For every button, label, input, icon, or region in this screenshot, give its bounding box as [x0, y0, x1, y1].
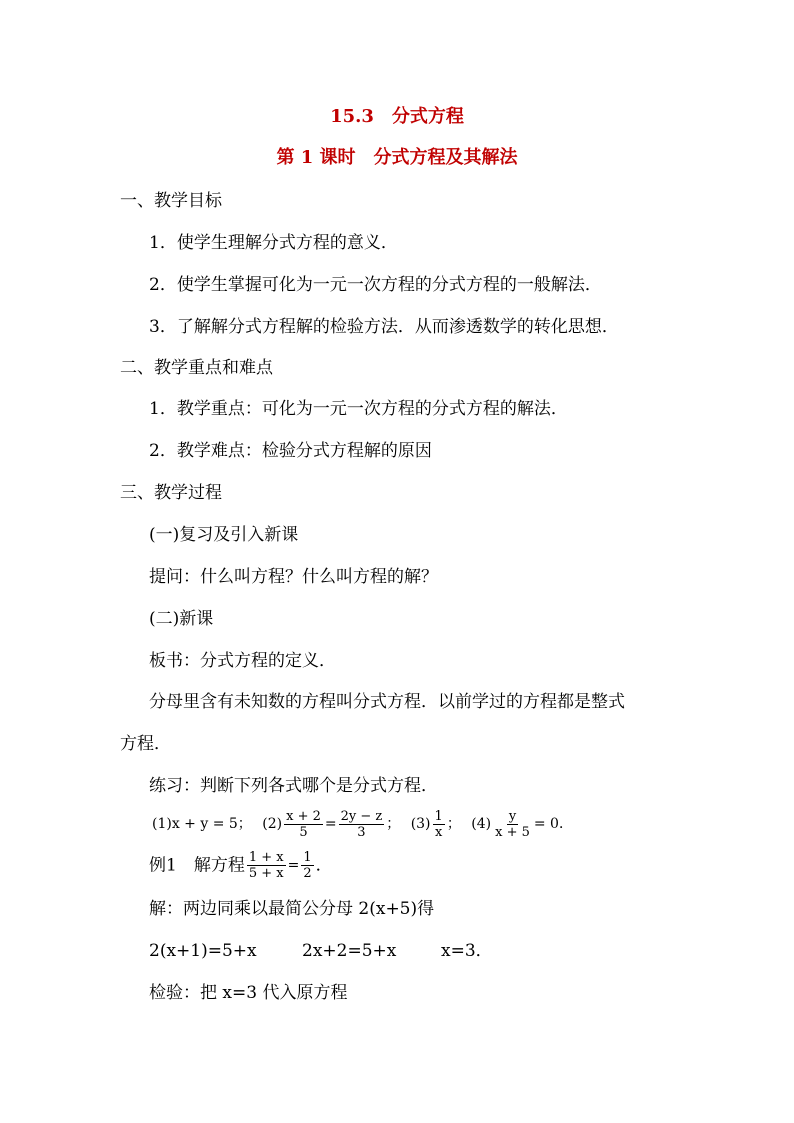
example-1-fraction-right: $\frac{1}{2}$ [303, 850, 312, 881]
definition-text-line2: 方程． [120, 734, 171, 754]
solution-intro: 解：两边同乘以最简公分母 2(x+5)得 [149, 899, 435, 919]
exercise-formulas: (1)x + y = 5； (2) $\frac{x + 2}{5}$ = $\frac{2y - z}{3}$ ； (3) $\frac{1}{x}$ ； (4) $\frac{y}{x + 5}$ = 0． [152, 808, 573, 840]
example-1-fraction-left: $\frac{1 + x}{5 + x}$ [248, 850, 284, 881]
solution-check: 检验：把 x=3 代入原方程 [149, 983, 348, 1003]
section-heading-key-points: 二、教学重点和难点 [120, 358, 273, 378]
section-heading-process: 三、教学过程 [120, 483, 222, 503]
exercise-4-fraction: $\frac{y}{x + 5}$ [495, 808, 530, 840]
page-subtitle: 第 1 课时 分式方程及其解法 [276, 147, 518, 168]
exercise-2-label: (2) [262, 816, 283, 832]
exercise-3-label: (3) [410, 816, 431, 832]
example-1: 例1 解方程 $\frac{1 + x}{5 + x}$ = $\frac{1}{2}$ ． [149, 850, 333, 881]
key-point-2: 2．教学难点：检验分式方程解的原因 [149, 441, 432, 461]
exercise-2-fraction-left: $\frac{x + 2}{5}$ [286, 808, 321, 840]
definition-text-line1: 分母里含有未知数的方程叫分式方程．以前学过的方程都是整式 [149, 692, 625, 712]
page-title: 15.3 分式方程 [330, 106, 464, 127]
exercise-3-fraction: $\frac{1}{x}$ [434, 808, 443, 840]
blackboard-definition: 板书：分式方程的定义． [149, 651, 336, 671]
objective-1: 1．使学生理解分式方程的意义． [149, 233, 398, 253]
key-point-1: 1．教学重点：可化为一元一次方程的分式方程的解法． [149, 399, 568, 419]
process-step-new-lesson: (二)新课 [149, 609, 214, 629]
objective-2: 2．使学生掌握可化为一元一次方程的分式方程的一般解法． [149, 275, 602, 295]
section-heading-objectives: 一、教学目标 [120, 191, 222, 211]
process-question: 提问：什么叫方程？什么叫方程的解？ [149, 567, 438, 587]
objective-3: 3．了解解分式方程解的检验方法．从而渗透数学的转化思想． [149, 317, 619, 337]
solution-step-2: 2x+2=5+x [302, 941, 397, 961]
example-1-label: 例1 解方程 [149, 855, 245, 876]
solution-step-3: x=3． [441, 941, 493, 961]
exercise-2-fraction-right: $\frac{2y - z}{3}$ [340, 808, 383, 840]
exercise-4-label: (4) [471, 816, 492, 832]
solution-step-1: 2(x+1)=5+x [149, 941, 257, 961]
exercise-1: (1)x + y = 5； [152, 816, 252, 832]
exercise-prompt: 练习：判断下列各式哪个是分式方程． [149, 776, 438, 796]
process-step-review: (一)复习及引入新课 [149, 525, 299, 545]
